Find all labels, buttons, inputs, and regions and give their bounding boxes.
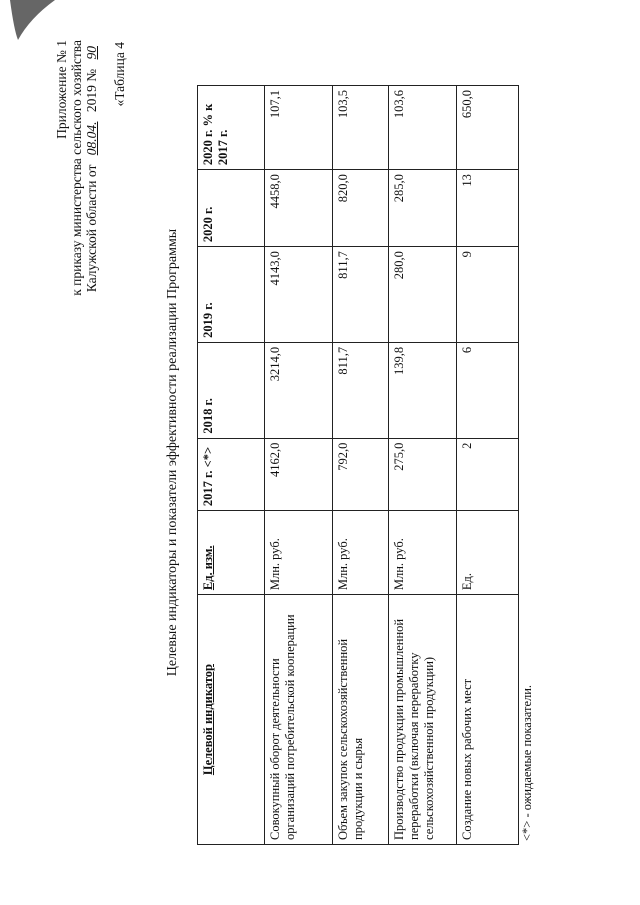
unit-cell: Млн. руб. <box>265 511 333 595</box>
value-cell: 9 <box>457 247 519 343</box>
handwritten-order-number: 90 <box>84 46 99 60</box>
value-cell: 13 <box>457 170 519 247</box>
col-header-2020: 2020 г. <box>198 170 265 247</box>
value-cell: 2 <box>457 438 519 510</box>
value-cell: 103,6 <box>389 86 457 170</box>
value-cell: 4143,0 <box>265 247 333 343</box>
value-cell: 6 <box>457 342 519 438</box>
footnote: <*> - ожидаемые показатели. <box>520 684 534 841</box>
appendix-header <box>54 40 99 296</box>
table-row <box>333 86 389 845</box>
handwritten-date: 08.04. <box>84 121 99 156</box>
col-header-ratio: 2020 г. % к 2017 г. <box>198 86 265 170</box>
indicators-table <box>197 85 519 845</box>
value-cell: 285,0 <box>389 170 457 247</box>
value-cell: 280,0 <box>389 247 457 343</box>
appendix-order-ref: к приказу министерства сельского хозяйства <box>69 40 84 296</box>
col-header-unit: Ед. изм. <box>198 511 265 595</box>
value-cell: 103,5 <box>333 86 389 170</box>
col-header-2018: 2018 г. <box>198 342 265 438</box>
value-cell: 4458,0 <box>265 170 333 247</box>
value-cell: 3214,0 <box>265 342 333 438</box>
value-cell: 811,7 <box>333 247 389 343</box>
order-year: 2019 <box>84 85 99 113</box>
value-cell: 820,0 <box>333 170 389 247</box>
table-row <box>265 86 333 845</box>
indicator-cell: Производство продукции промышленной переработки (включая переработку сельскохозяйственной продукции) <box>389 595 457 845</box>
table-row <box>457 86 519 845</box>
value-cell: 139,8 <box>389 342 457 438</box>
region-prefix: Калужской области от <box>84 164 99 293</box>
table-row <box>389 86 457 845</box>
unit-cell: Млн. руб. <box>333 511 389 595</box>
value-cell: 792,0 <box>333 438 389 510</box>
col-header-2019: 2019 г. <box>198 247 265 343</box>
document-title: Целевые индикаторы и показатели эффективности реализации Программы <box>165 228 180 677</box>
number-sign: № <box>84 68 99 82</box>
col-header-2017: 2017 г. <*> <box>198 438 265 510</box>
appendix-number: Приложение № 1 <box>54 40 69 139</box>
value-cell: 650,0 <box>457 86 519 170</box>
value-cell: 107,1 <box>265 86 333 170</box>
indicator-cell: Совокупный оборот деятельности организаций потребительской кооперации <box>265 595 333 845</box>
indicator-cell: Объем закупок сельскохозяйственной продукции и сырья <box>333 595 389 845</box>
col-header-indicator: Целевой индикатор <box>198 595 265 845</box>
unit-cell: Млн. руб. <box>389 511 457 595</box>
unit-cell: Ед. <box>457 511 519 595</box>
value-cell: 275,0 <box>389 438 457 510</box>
table-header-row <box>198 86 265 845</box>
table-number-label: «Таблица 4 <box>112 42 127 107</box>
value-cell: 4162,0 <box>265 438 333 510</box>
appendix-date-line <box>84 40 99 296</box>
indicator-cell: Создание новых рабочих мест <box>457 595 519 845</box>
value-cell: 811,7 <box>333 342 389 438</box>
